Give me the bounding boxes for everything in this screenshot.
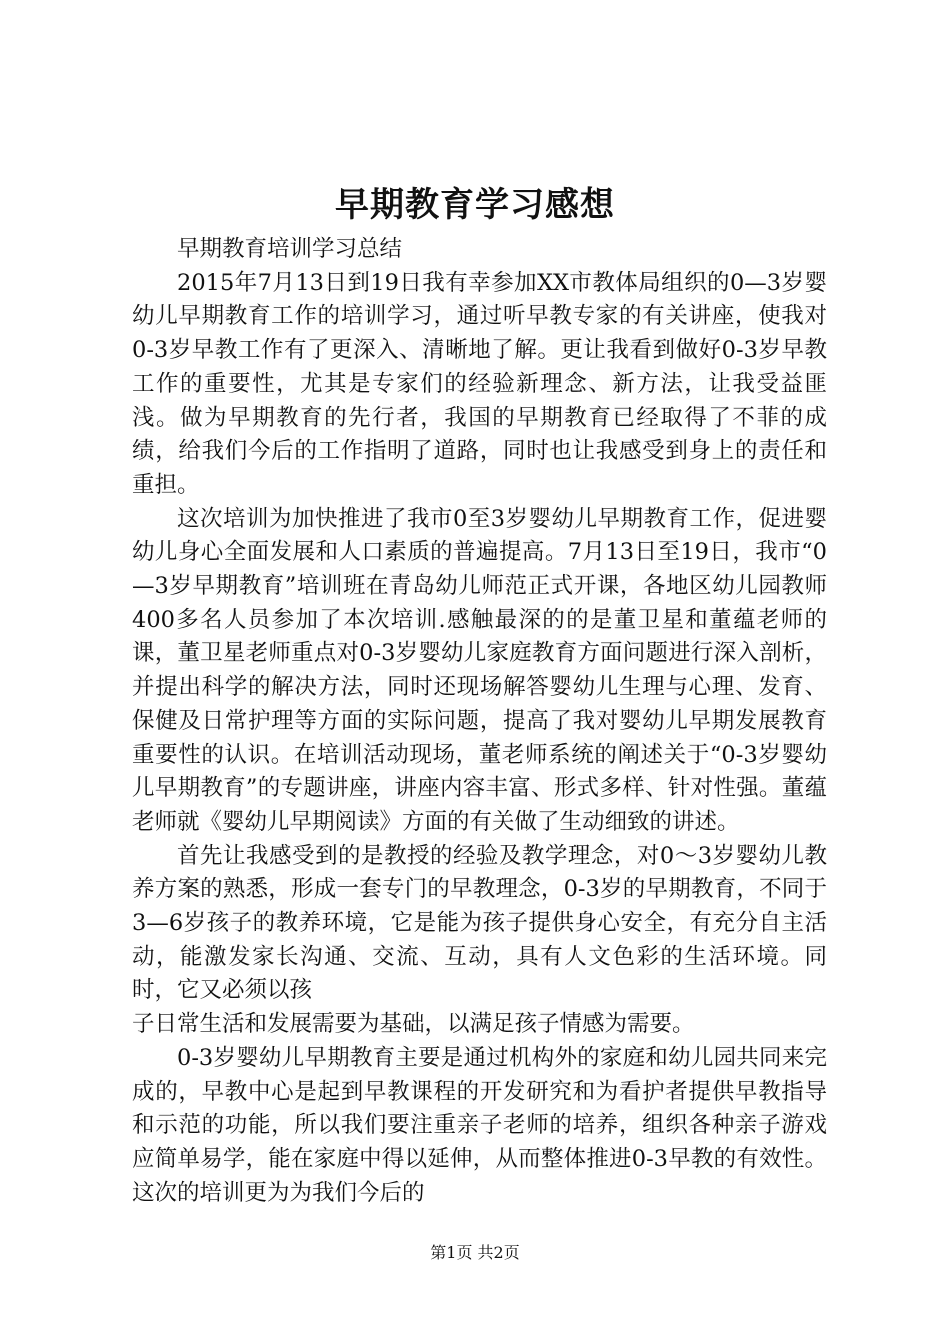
paragraph-subtitle: 早期教育培训学习总结 — [177, 236, 403, 262]
document-title: 早期教育学习感想 — [335, 185, 615, 225]
document-body — [132, 233, 827, 1210]
paragraph-4: 0-3岁婴幼儿早期教育主要是通过机构外的家庭和幼儿园共同来完成的，早教中心是起到早教课程的开发研究和为看护者提供早教指导和示范的功能，所以我们要注重亲子老师的培养，组织各种亲子游戏应简单易学，能在家庭中得以延伸，从而整体推进0-3早教的有效性。这次的培训更为为我们今后的 — [132, 1044, 827, 1206]
paragraph-3: 首先让我感受到的是教授的经验及教学理念，对0～3岁婴幼儿教养方案的熟悉，形成一套专门的早教理念，0-3岁的早期教育，不同于3—6岁孩子的教养环境，它是能为孩子提供身心安全，有充分自主活动，能激发家长沟通、交流、互动，具有人文色彩的生活环境。同时，它又必须以孩 — [132, 842, 827, 1004]
paragraph-2: 这次培训为加快推进了我市0至3岁婴幼儿早期教育工作，促进婴幼儿身心全面发展和人口素质的普遍提高。7月13日至19日，我市“0—3岁早期教育”培训班在青岛幼儿师范正式开课，各地区幼儿园教师400多名人员参加了本次培训.感触最深的的是董卫星和董蕴老师的课，董卫星老师重点对0-3岁婴幼儿家庭教育方面问题进行深入剖析，并提出科学的解决方法，同时还现场解答婴幼儿生理与心理、发育、保健及日常护理等方面的实际问题，提高了我对婴幼儿早期发展教育重要性的认识。在培训活动现场，董老师系统的阐述关于“0-3岁婴幼儿早期教育”的专题讲座，讲座内容丰富、形式多样、针对性强。董蕴老师就《婴幼儿早期阅读》方面的有关做了生动细致的讲述。 — [132, 505, 827, 835]
page-number-footer: 第1页 共2页 — [430, 1243, 520, 1262]
paragraph-1: 2015年7月13日到19日我有幸参加XX市教体局组织的0—3岁婴幼儿早期教育工作的培训学习，通过听早教专家的有关讲座，使我对0-3岁早教工作有了更深入、清晰地了解。更让我看到做好0-3岁早教工作的重要性，尤其是专家们的经验新理念、新方法，让我受益匪浅。做为早期教育的先行者，我国的早期教育已经取得了不菲的成绩，给我们今后的工作指明了道路，同时也让我感受到身上的责任和重担。 — [132, 269, 827, 498]
paragraph-3-continuation: 子日常生活和发展需要为基础，以满足孩子情感为需要。 — [132, 1011, 695, 1038]
